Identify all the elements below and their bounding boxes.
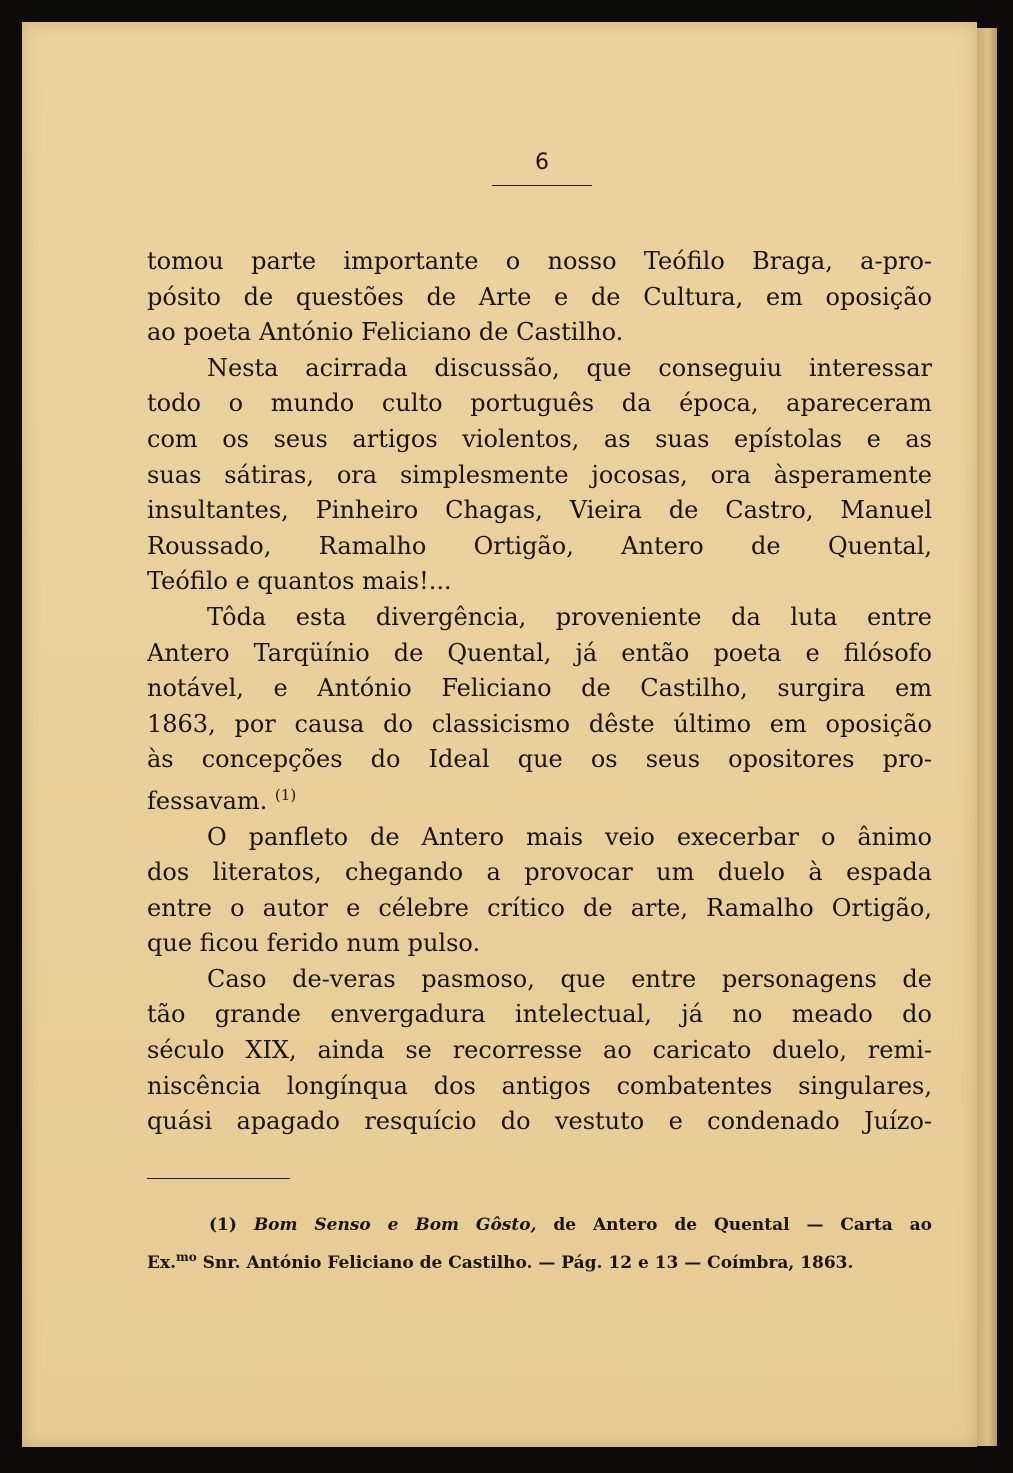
- footnote: [147, 1209, 932, 1279]
- text-line: Teófilo e quantos mais!...: [147, 567, 452, 596]
- text-line: quási apagado resquício do vestuto e condenado Juízo-: [147, 1107, 932, 1136]
- text-line: Roussado, Ramalho Ortigão, Antero de Quental,: [147, 531, 932, 560]
- text-line: dos literatos, chegando a provocar um duelo à espada: [147, 858, 932, 887]
- text-line: O panfleto de Antero mais veio execerbar o ânimo: [207, 822, 932, 851]
- footnote-text: Snr. António Feliciano de Castilho. — Pág. 12 e 13 — Coímbra, 1863.: [202, 1253, 854, 1273]
- page-number-rule: [492, 185, 592, 186]
- body-text: [147, 244, 932, 1140]
- footnote-work-title: Bom Senso e Bom Gôsto,: [253, 1215, 537, 1235]
- text-line: niscência longínqua dos antigos combatentes singulares,: [147, 1071, 932, 1100]
- text-line: Nesta acirrada discussão, que conseguiu interessar: [207, 353, 932, 382]
- text-line: ao poeta António Feliciano de Castilho.: [147, 318, 624, 347]
- footnote-reference: (1): [274, 785, 297, 804]
- footnote-text: de Antero de Quental — Carta ao: [553, 1215, 932, 1235]
- footnote-abbrev-sup: mo: [176, 1250, 197, 1264]
- footnote-abbrev: Ex.: [147, 1253, 177, 1273]
- text-line: suas sátiras, ora simplesmente jocosas, ora àsperamente: [147, 460, 932, 489]
- text-fragment: fessavam.: [147, 786, 268, 815]
- text-line-with-note: [147, 778, 932, 820]
- text-line: século XIX, ainda se recorresse ao caricato duelo, remi-: [147, 1036, 932, 1065]
- text-line: todo o mundo culto português da época, apareceram: [147, 389, 932, 418]
- text-line: tomou parte importante o nosso Teófilo Braga, a-pro-: [147, 247, 932, 275]
- text-line: tão grande envergadura intelectual, já no meado do: [147, 1000, 932, 1029]
- text-line: com os seus artigos violentos, as suas epístolas e as: [147, 424, 932, 453]
- text-line: Tôda esta divergência, proveniente da luta entre: [207, 602, 932, 631]
- text-line: 1863, por causa do classicismo dêste último em oposição: [147, 709, 932, 738]
- text-line: insultantes, Pinheiro Chagas, Vieira de Castro, Manuel: [147, 496, 932, 525]
- book-page: [22, 22, 977, 1447]
- text-line: que ficou ferido num pulso.: [147, 929, 481, 958]
- text-line: Caso de-veras pasmoso, que entre personagens de: [207, 964, 932, 993]
- text-line: entre o autor e célebre crítico de arte, Ramalho Ortigão,: [147, 893, 932, 922]
- text-line: Antero Tarqüínio de Quental, já então poeta e filósofo: [147, 638, 932, 667]
- footnote-marker: (1): [209, 1215, 237, 1235]
- page-number: 6: [535, 150, 549, 175]
- text-line: pósito de questões de Arte e de Cultura, em oposição: [147, 282, 932, 311]
- text-line: notável, e António Feliciano de Castilho, surgira em: [147, 674, 932, 703]
- text-line: às concepções do Ideal que os seus opositores pro-: [147, 745, 932, 774]
- footnote-line: [147, 1209, 932, 1241]
- footnote-line: [147, 1241, 932, 1279]
- page-edge: [977, 28, 997, 1446]
- footnote-rule: [147, 1178, 290, 1179]
